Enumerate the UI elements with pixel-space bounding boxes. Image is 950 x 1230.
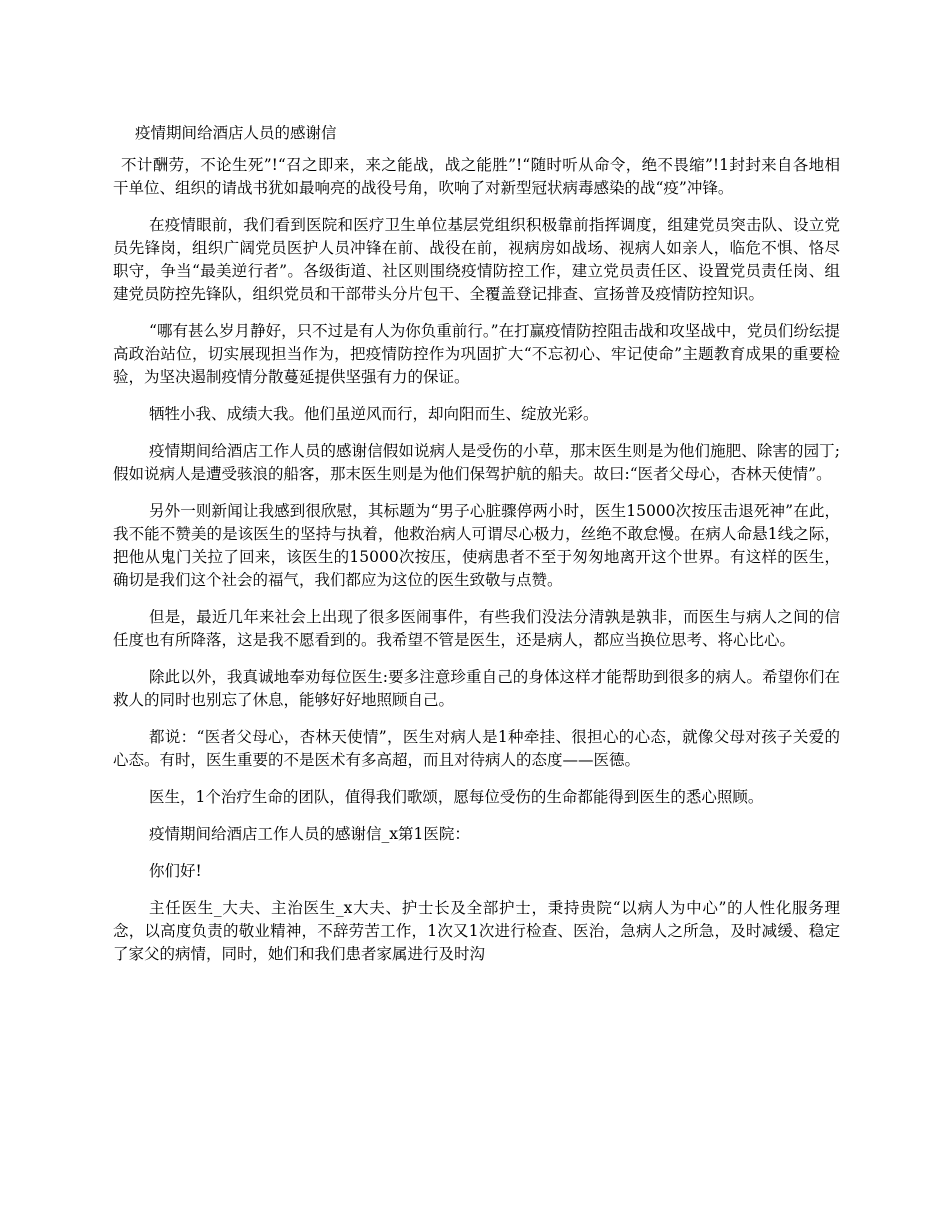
paragraph-6: 另外一则新闻让我感到很欣慰，其标题为“男子心脏骤停两小时，医生15000次按压击退死神”在此，我不能不赞美的是该医生的坚持与执着，他救治病人可谓尽心极力，丝绝不敢怠慢。在病人命悬1线之际，把他从鬼门关拉了回来，该医生的15000次按压，使病患者不至于匆匆地离开这个世界。有这样的医生，确切是我们这个社会的福气，我们都应为这位的医生致敬与点赞。	[113, 502, 840, 589]
paragraph-1: 不计酬劳，不论生死”!“召之即来，来之能战，战之能胜”!“随时听从命令，绝不畏缩”!1封封来自各地相干单位、组织的请战书犹如最响亮的战役号角，吹响了对新型冠状病毒感染的战“疫”冲锋。	[113, 156, 840, 197]
paragraph-9: 都说：“医者父母心，杏林天使情”，医生对病人是1种牵挂、很担心的心态，就像父母对孩子关爱的心态。有时，医生重要的不是医术有多高超，而且对待病人的态度——医德。	[113, 728, 840, 769]
letter-salutation: 疫情期间给酒店工作人员的感谢信_x第1医院：	[149, 825, 470, 843]
paragraph-5: 疫情期间给酒店工作人员的感谢信假如说病人是受伤的小草，那末医生则是为他们施肥、除害的园丁;假如说病人是遭受骇浪的船客，那末医生则是为他们保驾护航的船夫。故曰:“医者父母心，杏林天使情”。	[113, 442, 840, 483]
paragraph-4: 牺牲小我、成绩大我。他们虽逆风而行，却向阳而生、绽放光彩。	[149, 405, 599, 423]
letter-greeting: 你们好!	[149, 862, 202, 880]
document-title: 疫情期间给酒店人员的感谢信	[135, 124, 337, 142]
paragraph-8: 除此以外，我真诚地奉劝每位医生:要多注意珍重自己的身体这样才能帮助到很多的病人。希望你们在救人的同时也别忘了休息，能够好好地照顾自己。	[113, 668, 840, 709]
document-body	[113, 122, 840, 980]
paragraph-3: “哪有甚么岁月静好，只不过是有人为你负重前行。”在打赢疫情防控阻击战和攻坚战中，党员们纷纭提高政治站位，切实展现担当作为，把疫情防控作为巩固扩大“不忘初心、牢记使命”主题教育成果的重要检验，为坚决遏制疫情分散蔓延提供坚强有力的保证。	[113, 322, 840, 386]
paragraph-7: 但是，最近几年来社会上出现了很多医闹事件，有些我们没法分清孰是孰非，而医生与病人之间的信任度也有所降落，这是我不愿看到的。我希望不管是医生，还是病人，都应当换位思考、将心比心。	[113, 608, 840, 649]
paragraph-10: 医生，1个治疗生命的团队，值得我们歌颂，愿每位受伤的生命都能得到医生的悉心照顾。	[149, 788, 764, 806]
paragraph-2: 在疫情眼前，我们看到医院和医疗卫生单位基层党组织积极靠前指挥调度，组建党员突击队、设立党员先锋岗，组织广阔党员医护人员冲锋在前、战役在前，视病房如战场、视病人如亲人，临危不惧、恪尽职守，争当“最美逆行者”。各级街道、社区则围绕疫情防控工作，建立党员责任区、设置党员责任岗、组建党员防控先锋队，组织党员和干部带头分片包干、全覆盖登记排查、宣扬普及疫情防控知识。	[113, 216, 840, 303]
paragraph-13: 主任医生_大夫、主治医生_x大夫、护士长及全部护士，秉持贵院“以病人为中心”的人性化服务理念，以高度负责的敬业精神，不辞劳苦工作，1次又1次进行检查、医治，急病人之所急，及时减缓、稳定了家父的病情，同时，她们和我们患者家属进行及时沟	[113, 899, 840, 963]
